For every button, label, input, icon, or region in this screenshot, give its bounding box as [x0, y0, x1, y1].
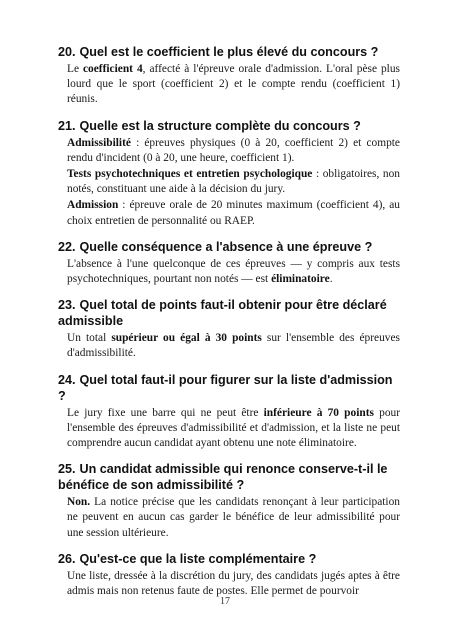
- answer-body: [58, 569, 400, 599]
- answer-emphasis: supérieur ou égal à 30 points: [111, 332, 262, 345]
- answer-paragraph: [67, 136, 400, 166]
- question-text: Quelle conséquence a l'absence à une épreuve ?: [79, 239, 373, 254]
- page-number: 17: [220, 596, 230, 607]
- question-heading: [58, 239, 400, 255]
- question-block: [58, 118, 400, 229]
- question-text: Quel total de points faut-il obtenir pour être déclaré admissible: [58, 298, 387, 329]
- answer-body: [58, 62, 400, 108]
- answer-paragraph: [67, 406, 400, 452]
- answer-paragraph: [67, 495, 400, 541]
- question-number: 23.: [58, 298, 76, 313]
- answer-body: [58, 406, 400, 452]
- question-number: 25.: [58, 462, 76, 477]
- answer-text: Le jury fixe une barre qui ne peut être: [67, 406, 264, 419]
- answer-paragraph: [67, 257, 400, 287]
- question-text: Quel est le coefficient le plus élevé du concours ?: [79, 45, 379, 59]
- question-heading: [58, 44, 400, 60]
- answer-text: Une liste, dressée à la discrétion du jury, des candidats jugés aptes à être admis mais non retenus faute de postes. Elle permet de pourvoir: [67, 569, 400, 598]
- question-text: Qu'est-ce que la liste complémentaire ?: [79, 551, 317, 566]
- answer-emphasis: coefficient 4: [83, 63, 143, 75]
- answer-text: : épreuves physiques (0 à 20, coefficient 2) et compte rendu d'incident (0 à 20, une heure, coefficient 1).: [67, 136, 400, 164]
- document-page: [58, 44, 400, 609]
- answer-text: .: [329, 273, 333, 286]
- question-number: 21.: [58, 118, 76, 133]
- question-heading: [58, 551, 400, 567]
- answer-text: pour l'ensemble des épreuves d'admissibilité et d'admission, et la liste ne peut comprendre aucun candidat ayant obtenu une note éliminatoire.: [67, 406, 401, 450]
- question-number: 24.: [58, 372, 76, 387]
- answer-paragraph: [67, 198, 400, 228]
- question-heading: [58, 118, 400, 134]
- question-block: [58, 372, 400, 452]
- answer-text: La notice précise que les candidats renonçant à leur participation ne peuvent en aucun cas garder le bénéfice de leur admissibilité pour une session ultérieure.: [67, 496, 400, 539]
- answer-text: sur l'ensemble des épreuves d'admissibilité.: [67, 332, 400, 360]
- answer-text: : épreuve orale de 20 minutes maximum (coefficient 4), au choix entretien de personnalité ou RAEP.: [67, 199, 400, 227]
- answer-emphasis: Admission: [67, 199, 119, 212]
- question-heading: [58, 461, 400, 493]
- answer-text: L'absence à l'une quelconque de ces épreuves — y compris aux tests psychotechniques, pourtant non notés — est: [67, 257, 400, 286]
- question-block: [58, 239, 400, 287]
- answer-text: , affecté à l'épreuve orale d'admission. L'oral pèse plus lourd que le sport (coefficient 2) et le compte rendu (coefficient 1) réunis.: [67, 63, 400, 106]
- question-heading: [58, 297, 400, 329]
- question-text: Quelle est la structure complète du concours ?: [79, 118, 361, 133]
- answer-body: [58, 136, 400, 229]
- question-number: 22.: [58, 239, 76, 254]
- question-heading: [58, 372, 400, 404]
- question-block: [58, 44, 400, 108]
- question-block: [58, 551, 400, 599]
- answer-emphasis: éliminatoire: [271, 273, 330, 286]
- answer-text: Un total: [67, 332, 112, 345]
- question-number: 20.: [58, 45, 76, 59]
- answer-paragraph: [67, 62, 400, 108]
- answer-body: [58, 495, 400, 541]
- question-text: Un candidat admissible qui renonce conserve-t-il le bénéfice de son admissibilité ?: [58, 462, 388, 493]
- question-number: 26.: [58, 551, 76, 566]
- answer-body: [58, 331, 400, 361]
- answer-emphasis: Admissibilité: [67, 136, 131, 149]
- answer-paragraph: [67, 167, 400, 197]
- answer-emphasis: inférieure à 70 points: [263, 406, 374, 419]
- answer-emphasis: Tests psychotechniques et entretien psychologique: [67, 168, 313, 181]
- answer-paragraph: [67, 569, 400, 599]
- answer-text: Le: [67, 63, 83, 75]
- answer-body: [58, 257, 400, 287]
- question-block: [58, 461, 400, 541]
- question-block: [58, 297, 400, 361]
- answer-paragraph: [67, 331, 400, 361]
- answer-text: : obligatoires, non notés, constituant une aide à la décision du jury.: [67, 168, 401, 196]
- question-text: Quel total faut-il pour figurer sur la liste d'admission ?: [58, 372, 393, 403]
- answer-emphasis: Non.: [67, 496, 91, 509]
